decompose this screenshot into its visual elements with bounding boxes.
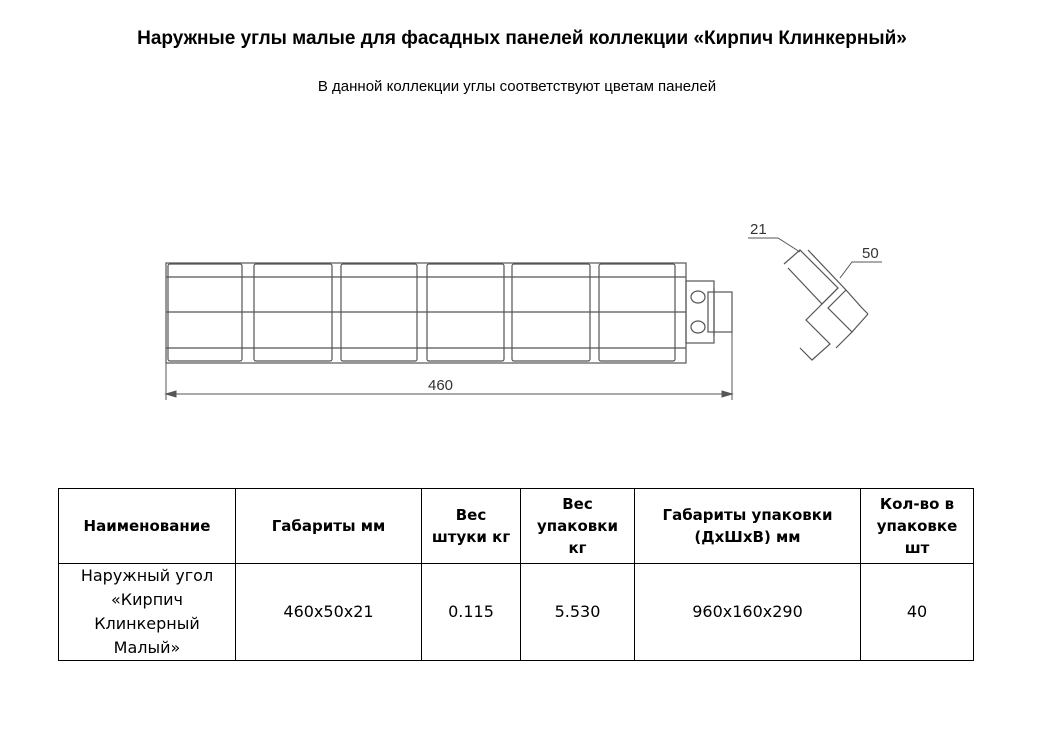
width-label: 50 xyxy=(862,245,879,262)
column-header-pack-dimensions: Габариты упаковки (ДхШхВ) мм xyxy=(635,489,861,564)
cell-pack-weight: 5.530 xyxy=(521,564,635,661)
length-label: 460 xyxy=(428,377,454,394)
cell-pack-quantity: 40 xyxy=(861,564,974,661)
table-header-row xyxy=(59,489,974,564)
cell-piece-weight: 0.115 xyxy=(422,564,521,661)
column-header-dimensions: Габариты мм xyxy=(236,489,422,564)
table-row xyxy=(59,564,974,661)
spec-table xyxy=(58,488,974,661)
corner-profile-view xyxy=(784,250,868,360)
corner-side-view xyxy=(166,263,732,363)
column-header-piece-weight: Вес штуки кг xyxy=(422,489,521,564)
column-header-pack-weight: Вес упаковки кг xyxy=(521,489,635,564)
cell-name: Наружный угол «Кирпич Клинкерный Малый» xyxy=(59,564,236,661)
document-subtitle: В данной коллекции углы соответствуют цветам панелей xyxy=(317,78,717,95)
cell-dimensions: 460x50x21 xyxy=(236,564,422,661)
column-header-pack-quantity: Кол-во в упаковке шт xyxy=(861,489,974,564)
depth-label: 21 xyxy=(750,221,767,238)
document-title: Наружные углы малые для фасадных панелей коллекции «Кирпич Клинкерный» xyxy=(137,28,907,49)
cell-pack-dimensions: 960x160x290 xyxy=(635,564,861,661)
column-header-name: Наименование xyxy=(59,489,236,564)
